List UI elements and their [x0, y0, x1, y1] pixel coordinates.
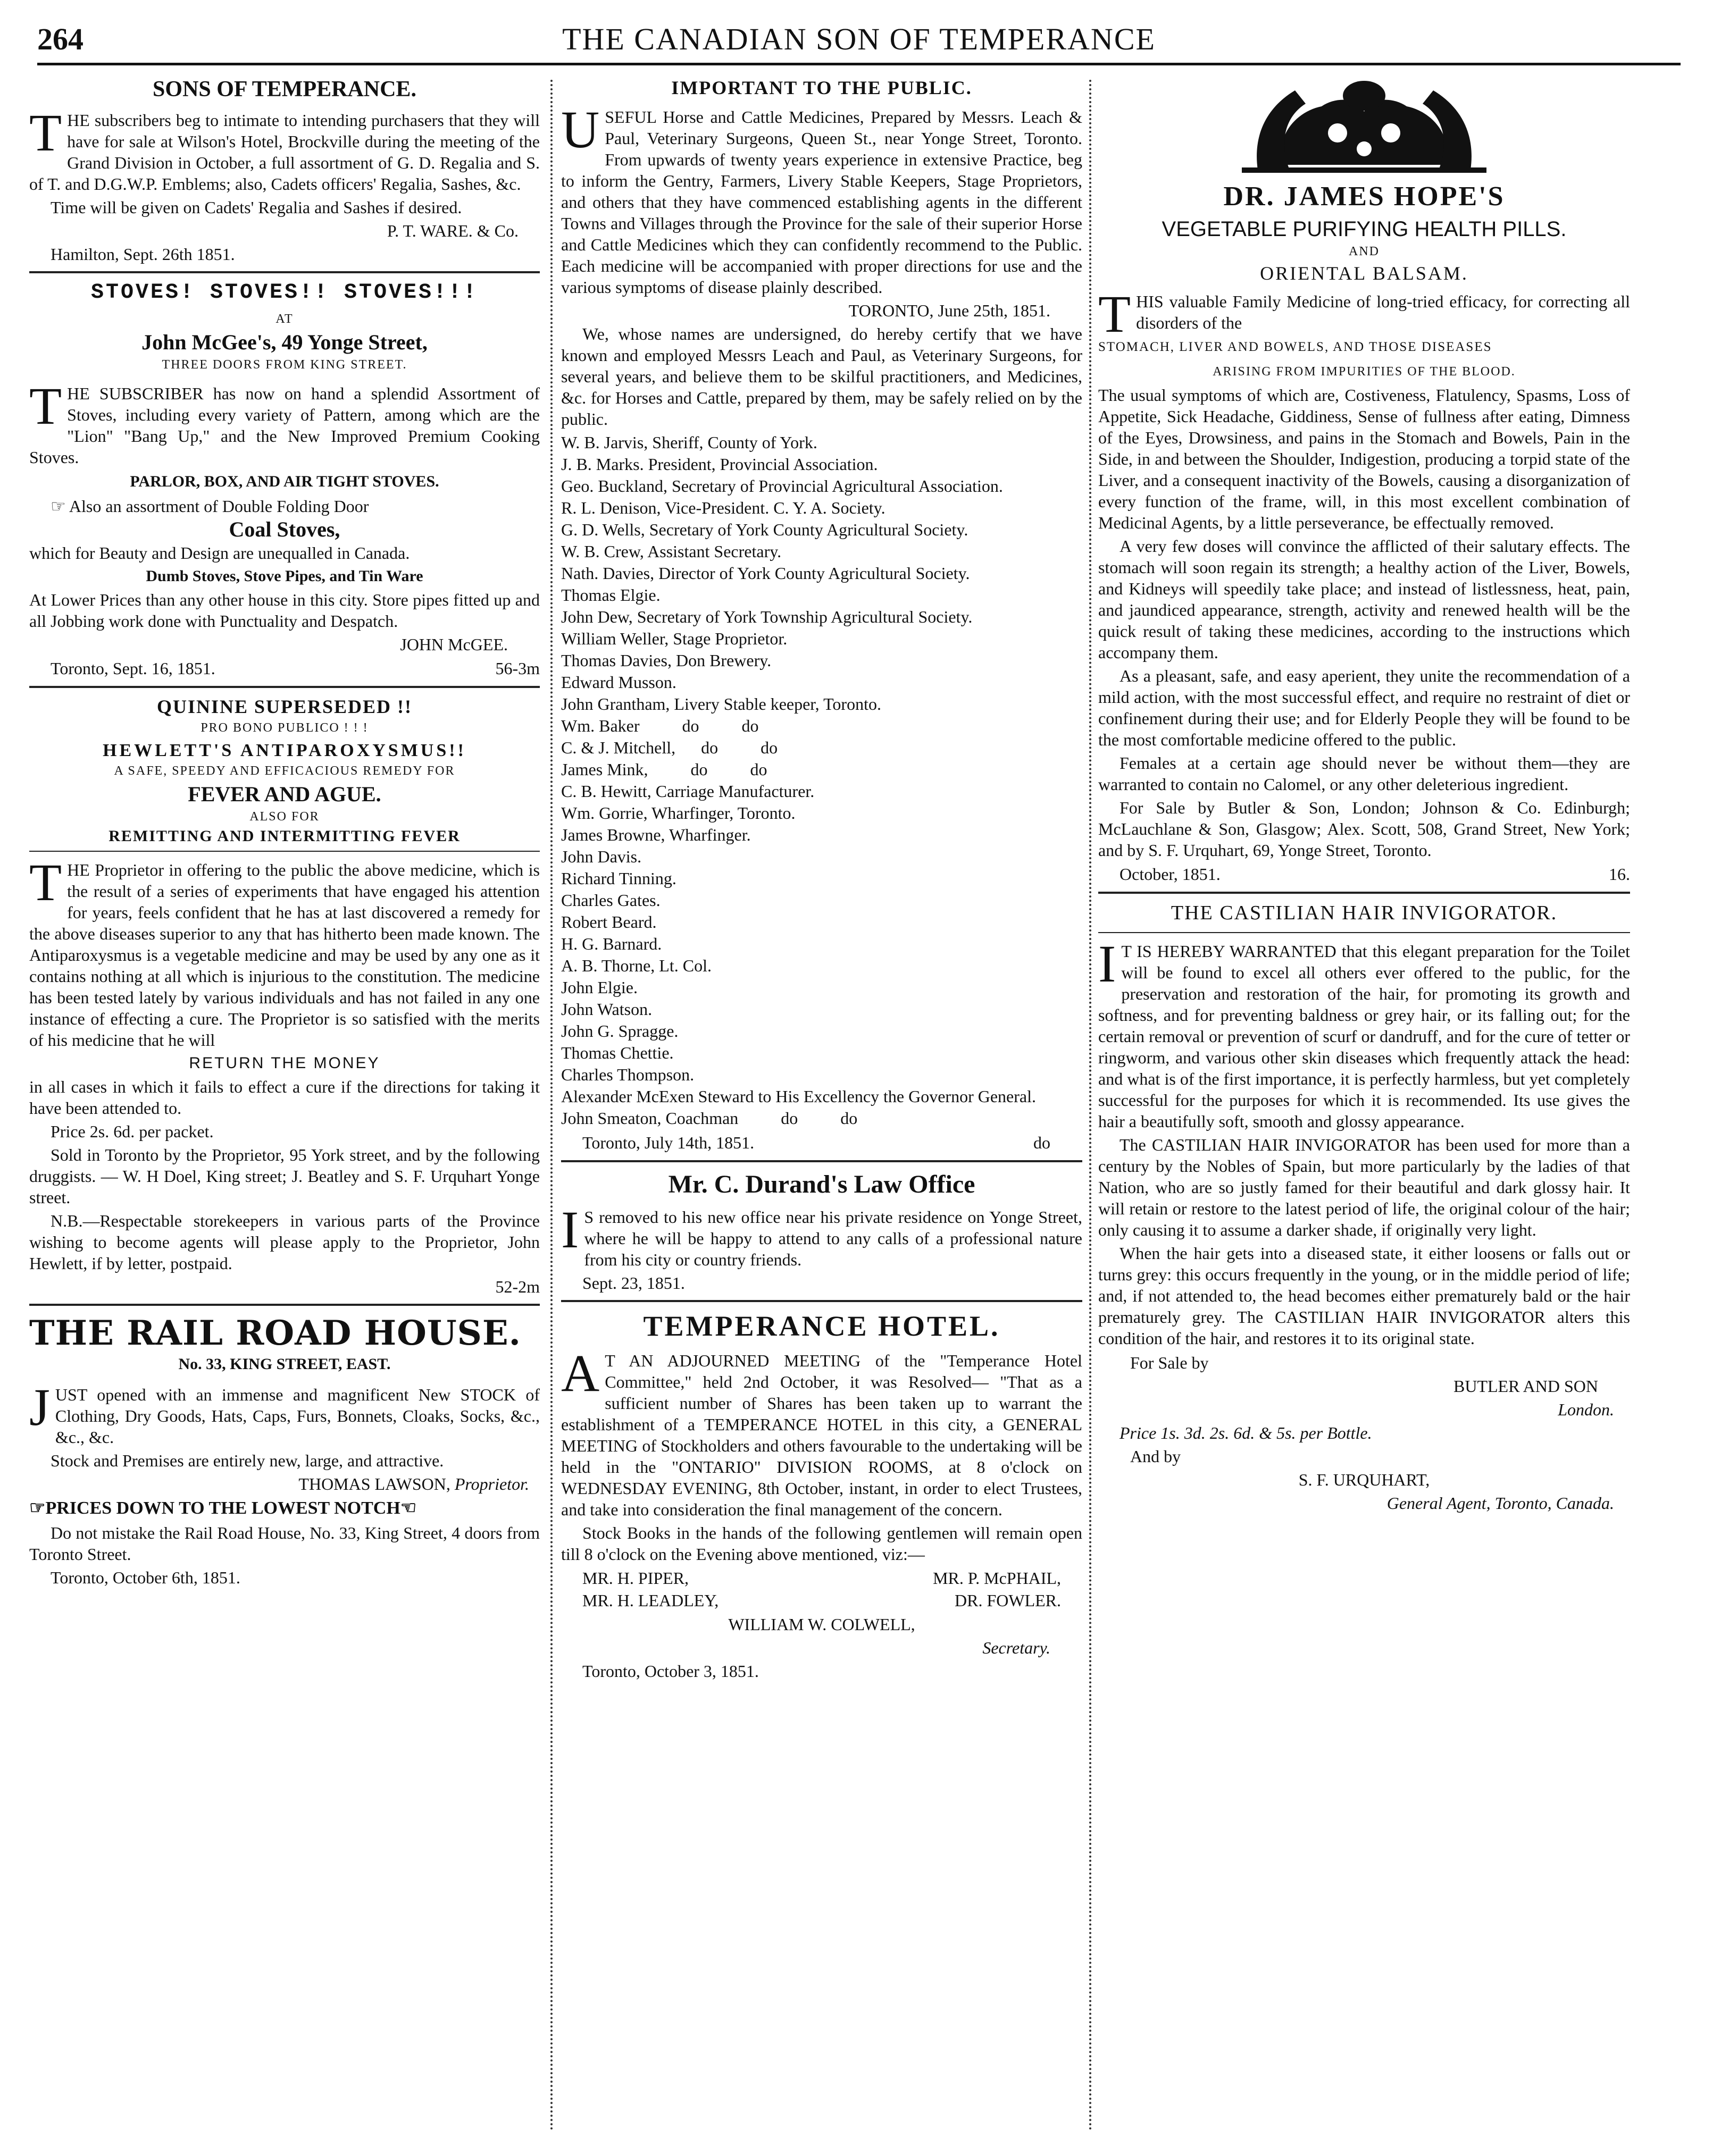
signatory-entry: John Grantham, Livery Stable keeper, Toronto. [561, 694, 881, 714]
ad-small-caps: PRO BONO PUBLICO ! ! ! [200, 721, 369, 735]
ad-body: SEFUL Horse and Cattle Medicines, Prepared by Messrs. Leach & Paul, Veterinary Surgeons, Queen St., near Yonge Street, Toronto. From upwards of twenty years experience in extensive Practice, beg to inform the Gentry, Farmers, Livery Stable Keepers, Stage Proprietors, and others that they have commenced establishing agents in the different Towns and Villages through the Province for the sale of their superior Horse and Cattle Medicines which they can confidently recommend to the Public. Each medicine will be accompanied with proper directions for use and the various symptoms of disease plainly described. [561, 107, 1082, 297]
ad-dr-james-hope [1098, 74, 1630, 885]
pointing-hand-icon: ☞ [51, 497, 69, 516]
signatory-entry: Edward Musson. [561, 673, 676, 692]
signatory-entry: Nath. Davies, Director of York County Agricultural Society. [561, 564, 970, 583]
ad-paragraph: Sold in Toronto by the Proprietor, 95 York street, and by the following druggists. — W. H Doel, King street; J. Beatley and S. F. Urquhart Yonge street. [29, 1145, 540, 1207]
return-money: RETURN THE MONEY [189, 1054, 380, 1072]
product-name: ORIENTAL BALSAM. [1260, 263, 1468, 284]
drop-cap: T [1098, 284, 1131, 343]
ad-body: T AN ADJOURNED MEETING of the "Temperance Hotel Committee," held 2nd October, it was Resolved— "That as a sufficient number of Shares has been taken up to warrant the establishment of a TEMPERANCE HOTEL in this city, a GENERAL MEETING of Stockholders and others favourable to the undertaking will be held in the "ONTARIO" DIVISION ROOMS, at 8 o'clock on WEDNESDAY EVENING, 8th October, instant, in order to elect Trustees, and take into consideration the final management of the concern. [561, 1351, 1082, 1519]
ad-paragraph: Time will be given on Cadets' Regalia and Sashes if desired. [51, 198, 462, 217]
pointing-hand-icon: ☜ [400, 1498, 417, 1518]
ad-paragraph: When the hair gets into a diseased state, it either loosens or falls out or turns grey: this occurs frequently in the young, or in the middle period of life; and, if not attended to, the head becomes either prematurely bald or the hair prematurely grey. The CASTILIAN HAIR INVIGORATOR alters this condition of the hair, and restores it to its original state. [1098, 1244, 1630, 1348]
signatory-entry: W. B. Jarvis, Sheriff, County of York. [561, 433, 817, 452]
signatory-list [561, 432, 1082, 1129]
ad-dateline: Toronto, October 6th, 1851. [51, 1568, 240, 1587]
ad-code: 16. [1609, 865, 1630, 884]
drop-cap: J [29, 1378, 50, 1437]
signatory-entry: John Elgie. [561, 978, 638, 997]
ad-dateline: Sept. 23, 1851. [582, 1273, 685, 1293]
ad-heading: THE CASTILIAN HAIR INVIGORATOR. [1171, 902, 1558, 924]
agent-role: General Agent, Toronto, Canada. [1386, 1494, 1614, 1513]
ad-signer: WILLIAM W. COLWELL, [728, 1615, 915, 1634]
ad-paragraph: Stock Books in the hands of the following gentlemen will remain open till 8 o'clock on the Evening above mentioned, viz:— [561, 1523, 1082, 1564]
signatory-entry: J. B. Marks. President, Provincial Association. [561, 455, 878, 474]
ad-sons-of-temperance [29, 77, 540, 265]
ad-body: HIS valuable Family Medicine of long-tried efficacy, for correcting all disorders of the [1136, 292, 1630, 332]
ad-small-caps: ARISING FROM IMPURITIES OF THE BLOOD. [1213, 365, 1516, 379]
ad-body: HE Proprietor in offering to the public the above medicine, which is the result of a series of experiments that have engaged his attention for years, feels confident that he has at last discovered a remedy for the above diseases superior to any that has hitherto been made known. The Antiparoxysmus is a vegetable medicine and may be used by any one as it contains nothing at all which is injurious to the constitution. The medicine has been tested lately by various individuals and has not failed in any one instance of effecting a cure. The Proprietor is so satisfied with the merits of his medicine that he will [29, 860, 540, 1050]
stockholder-name: MR. P. McPHAIL, [933, 1568, 1061, 1588]
ad-separator [29, 686, 540, 688]
ad-important-to-the-public [561, 77, 1082, 1154]
page-header [37, 21, 1681, 58]
ad-stoves [29, 281, 540, 679]
ad-heading: IMPORTANT TO THE PUBLIC. [671, 77, 972, 98]
ad-body: S removed to his new office near his private residence on Yonge Street, where he will be happy to attend to any calls of a professional nature from his city or country friends. [584, 1207, 1082, 1269]
signatory-entry: W. B. Crew, Assistant Secretary. [561, 542, 782, 561]
column-divider-2 [1089, 80, 1091, 2132]
ad-small-caps: AT [275, 312, 294, 326]
ad-paragraph: Also an assortment of Double Folding Door [69, 497, 369, 516]
signatory-entry: Wm. Baker do do [561, 716, 759, 735]
shop-name: John McGee's, 49 Yonge Street, [141, 330, 428, 354]
ad-dateline: TORONTO, June 25th, 1851. [848, 301, 1050, 320]
column-1 [29, 74, 540, 2137]
ad-heading: SONS OF TEMPERANCE. [153, 77, 416, 102]
ad-heading: STOVES! STOVES!! STOVES!!! [90, 281, 479, 305]
ad-signer-role: Secretary. [982, 1638, 1050, 1657]
ad-durand-law-office [561, 1170, 1082, 1294]
signatory-entry: John G. Spragge. [561, 1021, 679, 1041]
signatory-entry: John Dew, Secretary of York Township Agricultural Society. [561, 607, 973, 626]
disease-name: REMITTING AND INTERMITTING FEVER [108, 827, 461, 845]
ad-paragraph: Stock and Premises are entirely new, large, and attractive. [51, 1451, 444, 1470]
signatory-entry: Charles Gates. [561, 891, 661, 910]
signatory-entry: A. B. Thorne, Lt. Col. [561, 956, 712, 975]
drop-cap: I [1098, 934, 1116, 993]
ad-dateline: Toronto, Sept. 16, 1851. [51, 659, 215, 678]
signatory-entry: James Browne, Wharfinger. [561, 825, 751, 844]
ad-quinine [29, 695, 540, 1297]
pointing-hand-icon: ☞ [29, 1498, 46, 1518]
signatory-entry: Geo. Buckland, Secretary of Provincial Agricultural Association. [561, 476, 1003, 496]
ad-small-caps: STOMACH, LIVER AND BOWELS, AND THOSE DISEASES [1098, 340, 1492, 354]
for-sale-label: For Sale by [1130, 1353, 1209, 1372]
seller-city: London. [1558, 1400, 1614, 1419]
ad-paragraph: Do not mistake the Rail Road House, No. 33, King Street, 4 doors from Toronto Street. [29, 1523, 540, 1564]
ad-code: 52-2m [495, 1277, 540, 1296]
ad-paragraph: At Lower Prices than any other house in this city. Store pipes fitted up and all Jobbing work done with Punctuality and Despatch. [29, 590, 540, 631]
stove-types: PARLOR, BOX, AND AIR TIGHT STOVES. [130, 473, 439, 490]
ad-paragraph: For Sale by Butler & Son, London; Johnson & Co. Edinburgh; McLauchlane & Son, Glasgow; Alex. Scott, 508, Grand Street, New York; and by S. F. Urquhart, 69, Yonge Street, Toronto. [1098, 798, 1630, 860]
ad-small-caps: AND [1349, 245, 1380, 258]
drop-cap: I [561, 1200, 579, 1259]
ad-separator [561, 1300, 1082, 1302]
signatory-entry: James Mink, do do [561, 760, 767, 779]
ad-code: 56-3m [495, 659, 540, 678]
ad-dateline: Toronto, July 14th, 1851. [582, 1133, 755, 1152]
signatory-entry: Wm. Gorrie, Wharfinger, Toronto. [561, 803, 796, 823]
header-rule [37, 63, 1681, 65]
ad-separator [561, 1160, 1082, 1162]
ad-paragraph: As a pleasant, safe, and easy aperient, they unite the recommendation of a mild action, with the most successful effect, and require no restraint of diet or confinement during their use; and for Elderly People they will be found to be the most comfortable medicine offered to the public. [1098, 666, 1630, 749]
stockholder-name: MR. H. LEADLEY, [582, 1591, 719, 1610]
ad-body: T IS HEREBY WARRANTED that this elegant preparation for the Toilet will be found to excel all others ever offered to the public, for the preservation and restoration of the hair, for promoting its growth and softness, and for preventing baldness or grey hair, or its falling out; for the certain removal or prevention of scurf or dandruff, and for the cure of tetter or ringworm, and various other skin diseases which frequently attack the head: and what is of the first importance, it is perfectly harmless, but yet completely successful for the purposes for which it is recommended. Its use gives the hair a beautifully soft, smooth and glossy appearance. [1098, 942, 1630, 1131]
newspaper-title: THE CANADIAN SON OF TEMPERANCE [562, 22, 1156, 56]
ad-paragraph: Females at a certain age should never be without them—they are warranted to contain no Calomel, or any other deleterious ingredient. [1098, 753, 1630, 794]
ad-signer: THOMAS LAWSON, [298, 1474, 450, 1494]
stockholder-name: MR. H. PIPER, [582, 1568, 689, 1588]
drop-cap: T [29, 376, 62, 435]
ad-signer-role: Proprietor. [454, 1474, 529, 1494]
signatory-entry: G. D. Wells, Secretary of York County Agricultural Society. [561, 520, 968, 539]
ad-body: HE subscribers beg to intimate to intending purchasers that they will have for sale at Wilson's Hotel, Brockville during the meeting of the Grand Division in October, a full assortment of G. D. Regalia and S. of T. and D.G.W.P. Emblems; also, Cadets officers' Regalia, Sashes, &c. [29, 111, 540, 194]
signatory-entry: John Watson. [561, 1000, 653, 1019]
ad-heading: QUININE SUPERSEDED !! [156, 696, 413, 717]
signatory-entry: Richard Tinning. [561, 869, 676, 888]
signatory-entry: Thomas Davies, Don Brewery. [561, 651, 772, 670]
signatory-entry: Alexander McExen Steward to His Excellency the Governor General. [561, 1087, 1036, 1106]
ad-dateline: Toronto, October 3, 1851. [582, 1662, 759, 1681]
signatory-entry: William Weller, Stage Proprietor. [561, 629, 788, 648]
signatory-entry: Thomas Chettie. [561, 1043, 674, 1062]
ad-body: HE SUBSCRIBER has now on hand a splendid Assortment of Stoves, including every variety of Pattern, among which are the "Lion" "Bang Up," and the New Improved Premium Cooking Stoves. [29, 384, 540, 467]
agent-name: S. F. URQUHART, [1298, 1470, 1430, 1489]
seller-name: BUTLER AND SON [1453, 1377, 1598, 1396]
ad-separator [29, 1304, 540, 1306]
ad-small-caps: ALSO FOR [249, 810, 320, 824]
ad-dateline: Hamilton, Sept. 26th 1851. [51, 245, 235, 264]
ad-paragraph: in all cases in which it fails to effect a cure if the directions for taking it have been attended to. [29, 1077, 540, 1118]
column-2 [561, 74, 1082, 2137]
drop-cap: T [29, 103, 62, 162]
remedy-name: HEWLETT'S ANTIPAROXYSMUS!! [103, 741, 466, 760]
signatory-entry: C. & J. Mitchell, do do [561, 738, 778, 757]
stove-types: Dumb Stoves, Stove Pipes, and Tin Ware [146, 567, 423, 585]
drop-cap: A [561, 1344, 600, 1403]
ad-small-caps: A SAFE, SPEEDY AND EFFICACIOUS REMEDY FOR [114, 764, 455, 778]
signatory-entry: John Smeaton, Coachman do do [561, 1109, 858, 1128]
signatory-entry: Robert Beard. [561, 912, 657, 932]
shop-location: THREE DOORS FROM KING STREET. [162, 358, 407, 372]
ad-address: No. 33, KING STREET, EAST. [178, 1355, 391, 1373]
and-by-label: And by [1130, 1447, 1181, 1466]
ad-body: UST opened with an immense and magnificent New STOCK of Clothing, Dry Goods, Hats, Caps, Furs, Bonnets, Cloaks, Socks, &c., &c., &c. [55, 1385, 540, 1447]
ad-castilian-hair [1098, 901, 1630, 1514]
ad-heading: THE RAIL ROAD HOUSE. [29, 1313, 521, 1353]
disease-name: FEVER AND AGUE. [188, 782, 381, 806]
royal-arms-icon [1178, 74, 1550, 175]
ad-price: Price 2s. 6d. per packet. [51, 1122, 214, 1141]
stockholder-name: DR. FOWLER. [955, 1591, 1061, 1610]
drop-cap: T [29, 853, 62, 912]
ditto-mark: do [1033, 1133, 1050, 1152]
ad-temperance-hotel [561, 1310, 1082, 1682]
signatory-entry: H. G. Barnard. [561, 934, 662, 953]
ad-paragraph: A very few doses will convince the afflicted of their salutary effects. The stomach will soon regain its strength; a healthy action of the Liver, Bowels, and Kidneys will speedily take place; and instead of listlessness, heat, pain, and jaundiced appearance, strength, activity and renewed health will be the quick result of taking these medicines, according to the instructions which accompany them. [1098, 536, 1630, 662]
ad-heading: TEMPERANCE HOTEL. [643, 1310, 1000, 1342]
certificate: We, whose names are undersigned, do hereby certify that we have known and employed Messrs Leach and Paul, as Veterinary Surgeons, for several years, and believe them to be skilful practitioners, and Medicines, &c. for Horses and Cattle, prepared by them, may be safely relied on by the public. [561, 324, 1082, 429]
ad-signer: JOHN McGEE. [400, 635, 508, 654]
column-divider-1 [550, 80, 553, 2132]
ad-paragraph: The CASTILIAN HAIR INVIGORATOR has been used for more than a century by the Nobles of Spain, but more particularly by the ladies of that Nation, who are so justly famed for their beautiful and dark glossy hair. It will retain or restore to the latest period of life, the original colour of the hair; only causing it to assume a darker shade, if originally very light. [1098, 1135, 1630, 1239]
signatory-entry: C. B. Hewitt, Carriage Manufacturer. [561, 782, 815, 801]
ad-paragraph: which for Beauty and Design are unequalled in Canada. [29, 543, 410, 563]
ad-dateline: October, 1851. [1120, 865, 1221, 884]
ad-separator [29, 271, 540, 273]
ad-paragraph: N.B.—Respectable storekeepers in various parts of the Province wishing to become agents will please apply to the Proprietor, John Hewlett, if by letter, postpaid. [29, 1211, 540, 1273]
drop-cap: U [561, 100, 600, 159]
signatory-entry: Thomas Elgie. [561, 585, 661, 605]
column-3 [1098, 74, 1630, 2137]
ad-heading: DR. JAMES HOPE'S [1223, 181, 1505, 212]
ad-paragraph: The usual symptoms of which are, Costiveness, Flatulency, Spasms, Loss of Appetite, Sick Headache, Giddiness, Sense of fullness after eating, Dimness of the Eyes, Drowsiness, and pains in the Stomach and Bowels, Pain in the Side, in and between the Shoulder, Indigestion, producing a torpid state of the Liver, and a consequent inactivity of the Bowels, causing a disorganization of every function of the frame, will, in this most excellent combination of Medicinal Agents, by a little perseverance, be effectually removed. [1098, 385, 1630, 532]
ad-separator [1098, 892, 1630, 894]
signatory-entry: John Davis. [561, 847, 642, 866]
product-name: VEGETABLE PURIFYING HEALTH PILLS. [1162, 217, 1567, 241]
ad-price: Price 1s. 3d. 2s. 6d. & 5s. per Bottle. [1120, 1423, 1372, 1442]
ad-signer: P. T. WARE. & Co. [387, 221, 519, 240]
ad-heading: Mr. C. Durand's Law Office [668, 1170, 975, 1198]
coal-stoves: Coal Stoves, [229, 517, 340, 541]
ad-rail-road-house [29, 1313, 540, 1588]
signatory-entry: R. L. Denison, Vice-President. C. Y. A. Society. [561, 498, 885, 517]
page-number: 264 [37, 22, 83, 56]
prices-slogan: PRICES DOWN TO THE LOWEST NOTCH [45, 1498, 400, 1518]
signatory-entry: Charles Thompson. [561, 1065, 695, 1084]
